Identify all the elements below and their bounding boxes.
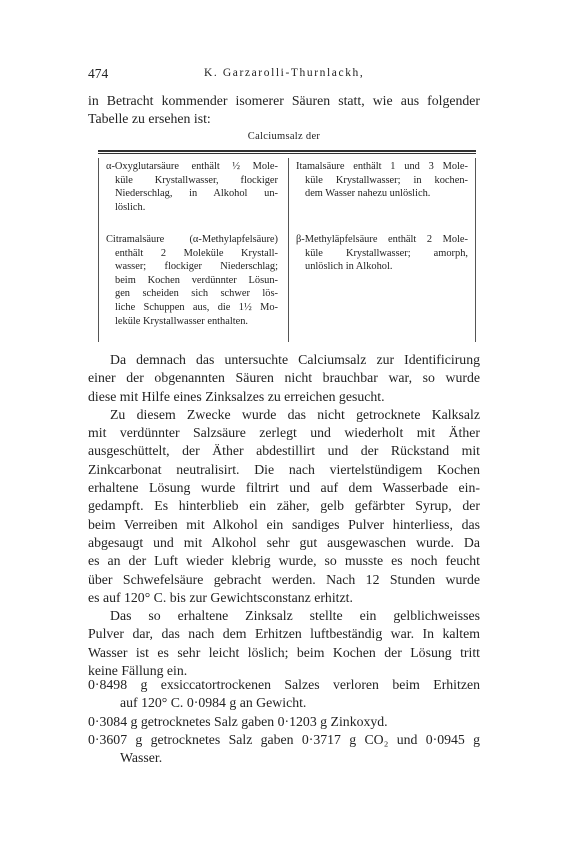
table-right-border [475, 158, 476, 342]
table-cell-methylmalic-acid [296, 233, 468, 274]
table-top-rule [98, 150, 476, 152]
cell-line: liche Schuppen aus, die 1½ Mo- [115, 301, 278, 313]
analysis-line: 0·3084 g getrocknetes Salz gaben 0·1203 g Zinkoxyd. [88, 713, 388, 729]
paragraph-line: Pulver dar, das nach dem Erhitzen luftbeständig war. In kaltem [88, 626, 480, 642]
cell-line: löslich. [115, 201, 146, 213]
cell-line: Niederschlag, in Alkohol un- [115, 188, 278, 200]
page-number: 474 [88, 66, 109, 81]
paragraph-line: über Schwefelsäure gebracht werden. Nach 12 Stunden wurde [88, 571, 480, 587]
analysis-results [88, 676, 480, 767]
analysis-line: auf 120° C. 0·0984 g an Gewicht. [120, 695, 307, 711]
calcium-salt-table [98, 150, 476, 342]
paragraph-line: Wasser ist es sehr leicht löslich; beim Kochen der Lösung tritt [88, 644, 480, 660]
paragraph-line: beim Verreiben mit Alkohol ein sandiges Pulver hinterliess, das [88, 516, 480, 532]
paragraph-line: es an der Luft wieder klebrig wurde, so musste es noch feucht [88, 553, 480, 569]
paragraph-line: es auf 120° C. bis zur Gewichtsconstanz erhitzt. [88, 589, 353, 605]
paragraph-line: diese mit Hilfe eines Zinksalzes zu erreichen gesucht. [88, 388, 385, 404]
table-column-divider [288, 158, 289, 342]
cell-line: beim Kochen verdünnter Lösun- [115, 274, 278, 286]
analysis-line: Wasser. [120, 750, 163, 766]
paragraph-line: erhaltene Lösung wurde filtrirt und auf dem Wasserbade ein- [88, 480, 480, 496]
table-cell-itamalic-acid [296, 160, 468, 201]
running-head: K. Garzarolli-Thurnlackh, [204, 67, 365, 79]
cell-line: β-Methyläpfelsäure enthält 2 Mole- [296, 234, 468, 245]
cell-line: küle Krystallwasser, flockiger [115, 174, 278, 186]
paragraph-line: keine Fällung ein. [88, 663, 188, 679]
cell-line: Itamalsäure enthält 1 und 3 Mole- [296, 161, 468, 172]
table-cell-oxyglutaric-acid [106, 160, 278, 214]
cell-line: küle Krystallwasser; in kochen- [305, 174, 468, 186]
table-caption: Calciumsalz der [247, 131, 321, 142]
cell-line: gen scheiden sich schwer lös- [115, 288, 278, 300]
cell-line: küle Krystallwasser; amorph, [305, 247, 468, 259]
table-top-rule-thin [98, 153, 476, 154]
intro-line: Tabelle zu ersehen ist: [88, 111, 211, 126]
table-cell-citramalic-acid [106, 233, 278, 328]
body-text [88, 351, 480, 680]
cell-line: dem Wasser nahezu unlöslich. [305, 188, 431, 200]
page-header [88, 66, 488, 84]
cell-line: Citramalsäure (α-Methylapfelsäure) [106, 234, 278, 245]
table-left-border [98, 158, 99, 342]
cell-line: enthält 2 Moleküle Krystall- [115, 247, 278, 259]
cell-line: leküle Krystallwasser enthalten. [115, 315, 249, 327]
cell-line: unlöslich in Alkohol. [305, 261, 393, 273]
analysis-line: 0·3607 g getrocknetes Salz gaben 0·3717 g CO₂ und 0·0945 g [88, 731, 480, 747]
paragraph-line: Das so erhaltene Zinksalz stellte ein gelblichweisses [110, 608, 480, 624]
cell-line: α-Oxyglutarsäure enthält ½ Mole- [106, 161, 278, 172]
analysis-line: 0·8498 g exsiccatortrockenen Salzes verloren beim Erhitzen [88, 677, 480, 692]
paragraph-line: Zu diesem Zwecke wurde das nicht getrocknete Kalksalz [110, 406, 480, 422]
cell-line: wasser; flockiger Niederschlag; [115, 261, 278, 273]
paragraph-line: einer der obgenannten Säuren nicht brauchbar war, so wurde [88, 370, 480, 386]
paragraph-line: ausgeschüttelt, der Äther abdestillirt und der Rückstand mit [88, 443, 480, 459]
intro-paragraph [88, 92, 480, 128]
paragraph-line: Da demnach das untersuchte Calciumsalz zur Identificirung [110, 352, 480, 367]
paragraph-line: gedampft. Es hinterblieb ein zäher, gelb gefärbter Syrup, der [88, 498, 480, 514]
paragraph-line: Zinkcarbonat neutralisirt. Die nach viertelstündigem Kochen [88, 461, 480, 477]
paragraph-line: mit verdünnter Salzsäure zerlegt und wiederholt mit Äther [88, 425, 480, 441]
paragraph-line: abgesaugt und mit Alkohol sehr gut ausgewaschen wurde. Da [88, 534, 480, 550]
intro-line: in Betracht kommender isomerer Säuren statt, wie aus folgender [88, 93, 480, 108]
